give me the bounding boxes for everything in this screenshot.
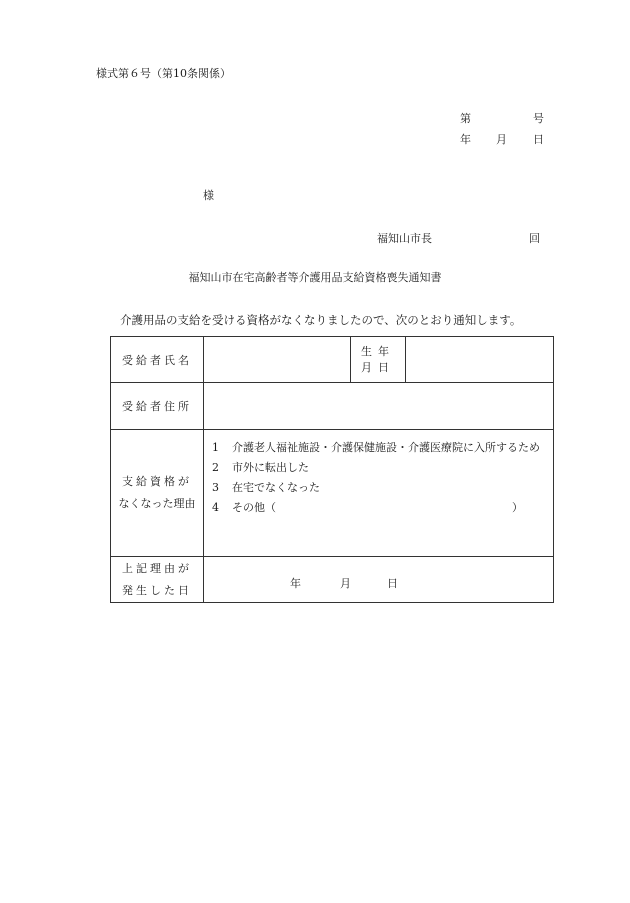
birth-label-line2: 月日 [361, 360, 395, 374]
notice-form-table [110, 336, 554, 603]
recipient-name-label: 受給者氏名 [111, 337, 204, 383]
occurred-year-label: 年 [290, 577, 301, 590]
reason-text: その他（ [232, 501, 276, 514]
seal-mark: 回 [529, 232, 540, 245]
occurred-day-label: 日 [387, 577, 398, 590]
document-number-prefix: 第 [460, 112, 471, 125]
birth-date-label [351, 337, 406, 383]
document-title: 福知山市在宅高齢者等介護用品支給資格喪失通知書 [188, 271, 442, 284]
row-reason [111, 430, 554, 557]
document-number-suffix: 号 [533, 112, 544, 125]
reason-options [204, 430, 554, 557]
addressee-suffix: 様 [203, 189, 214, 202]
birth-date-field[interactable] [406, 337, 554, 383]
reason-label-line1: 支給資格が [122, 475, 192, 488]
birth-label-line1: 生年 [361, 344, 395, 358]
intro-text: 介護用品の支給を受ける資格がなくなりましたので、次のとおり通知します。 [120, 313, 522, 327]
form-number: 様式第６号（第10条関係） [96, 67, 231, 80]
date-month-label: 月 [496, 133, 507, 146]
occurred-date-label [111, 557, 204, 603]
reason-option-4[interactable] [212, 498, 549, 518]
date-day-label: 日 [533, 133, 544, 146]
reason-text: 在宅でなくなった [232, 481, 320, 494]
reason-option-1[interactable] [212, 438, 549, 458]
occurred-label-line2: 発生した日 [122, 583, 192, 597]
reason-other-close-paren: ） [512, 501, 523, 514]
occurred-month-label: 月 [340, 577, 351, 590]
recipient-address-label: 受給者住所 [111, 383, 204, 430]
reason-text: 介護老人福祉施設・介護保健施設・介護医療院に入所するため [232, 441, 540, 454]
date-year-label: 年 [460, 133, 471, 146]
reason-number: 4 [212, 501, 219, 514]
reason-label-line2: なくなった理由 [118, 497, 196, 510]
issuer-mayor: 福知山市長 [377, 232, 432, 245]
row-occurred-date [111, 557, 554, 603]
reason-option-3[interactable] [212, 478, 549, 498]
reason-number: 2 [212, 461, 219, 474]
recipient-name-field[interactable] [204, 337, 351, 383]
reason-number: 1 [212, 441, 219, 454]
row-recipient-name [111, 337, 554, 383]
reason-text: 市外に転出した [232, 461, 309, 474]
recipient-address-field[interactable] [204, 383, 554, 430]
reason-option-2[interactable] [212, 458, 549, 478]
reason-number: 3 [212, 481, 219, 494]
reason-label [111, 430, 204, 557]
occurred-label-line1: 上記理由が [122, 561, 192, 575]
row-recipient-address [111, 383, 554, 430]
occurred-date-field[interactable] [204, 557, 554, 603]
